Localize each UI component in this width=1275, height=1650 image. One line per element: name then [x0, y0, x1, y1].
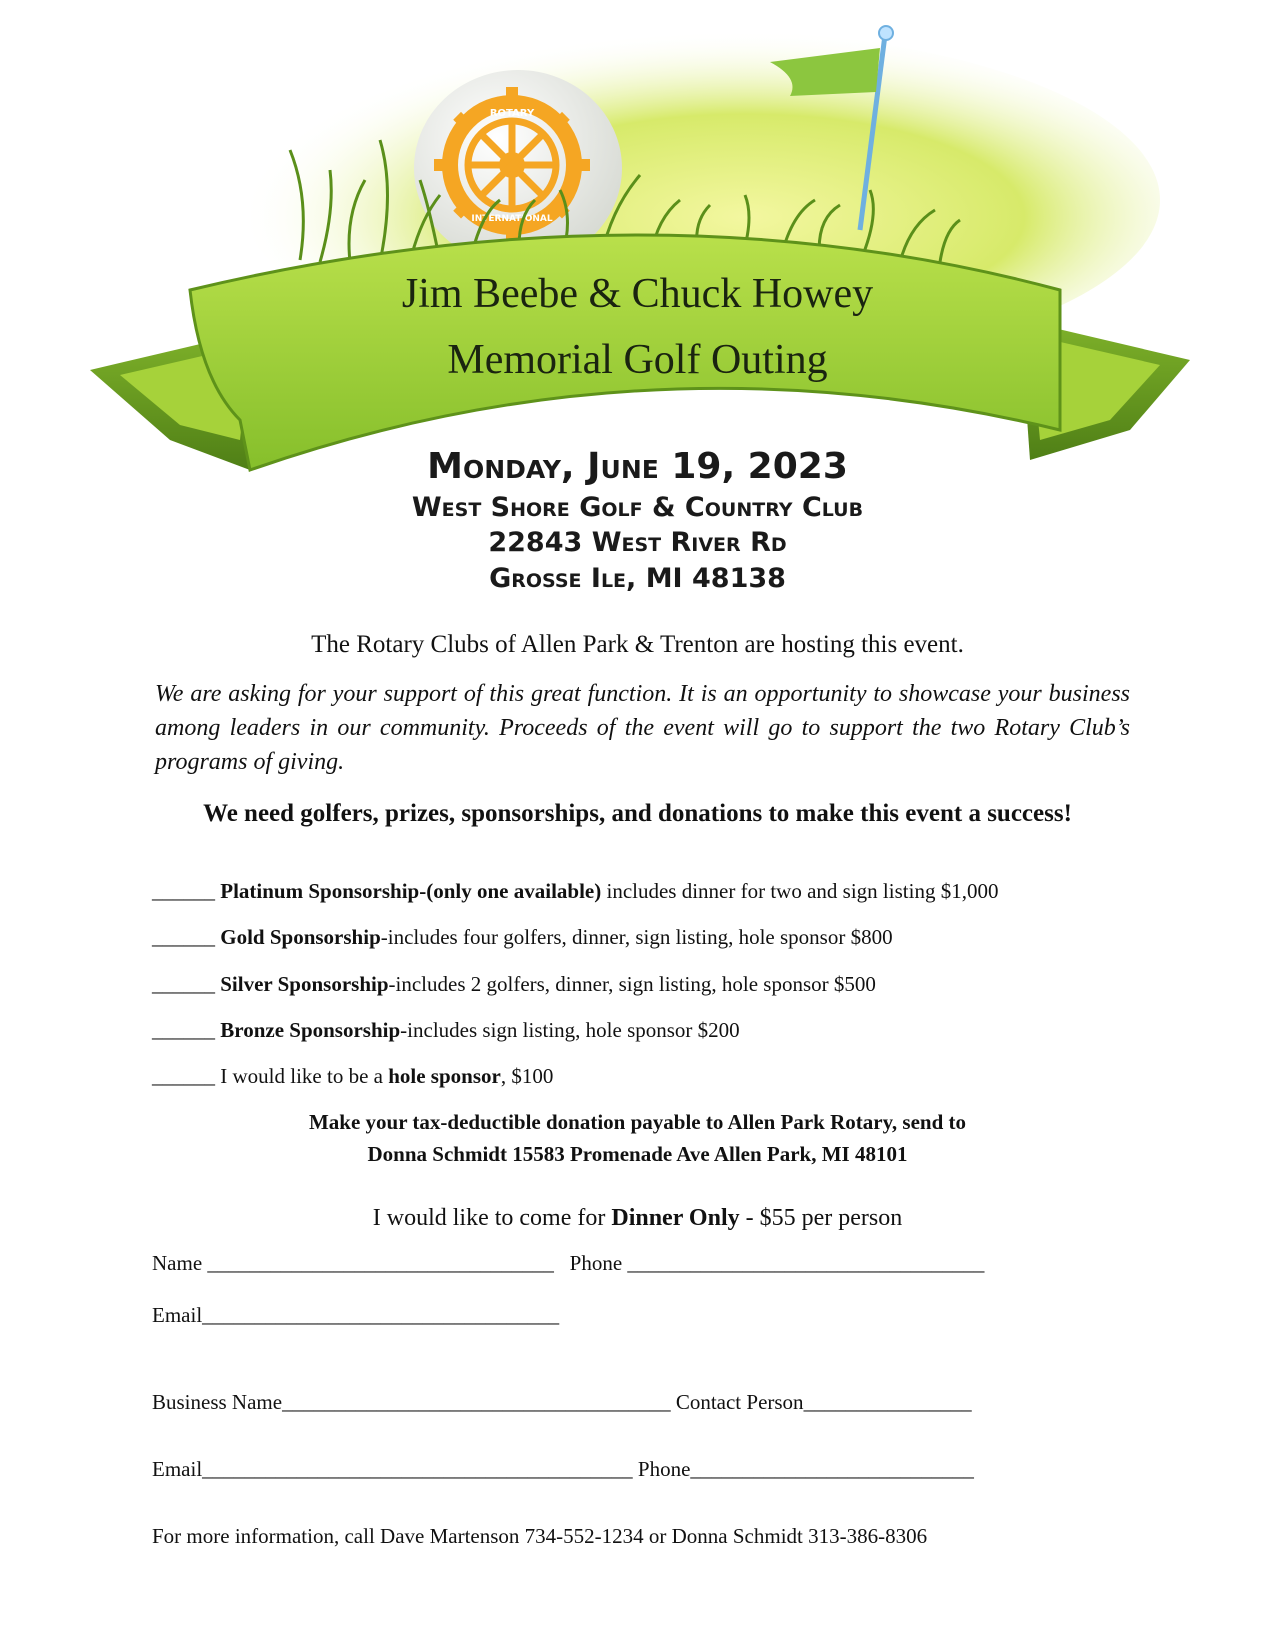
business-name-label: Business Name — [152, 1390, 283, 1414]
sponsorship-desc: -includes sign listing, hole sponsor $200 — [400, 1018, 740, 1042]
hole-sponsor-pre: I would like to be a — [215, 1064, 389, 1088]
sponsorship-name: Silver Sponsorship — [220, 972, 389, 996]
host-line: The Rotary Clubs of Allen Park & Trenton are hosting this event. — [311, 631, 964, 658]
email-field[interactable]: __________________________________ — [202, 1303, 560, 1327]
dinner-pre: I would like to come for — [372, 1205, 612, 1231]
checkbox-blank[interactable]: ______ — [152, 1064, 215, 1088]
dinner-email-row — [152, 1303, 559, 1328]
name-label: Name — [152, 1251, 203, 1275]
checkbox-blank[interactable]: ______ — [152, 879, 215, 903]
business-contact-row — [152, 1390, 972, 1415]
email-label: Email — [152, 1303, 203, 1327]
dinner-post: - $55 per person — [739, 1205, 903, 1231]
dinner-bold: Dinner Only — [611, 1205, 740, 1231]
need-line: We need golfers, prizes, sponsorships, and donations to make this event a success! — [203, 800, 1072, 827]
business-email-phone-row — [152, 1457, 974, 1482]
sponsorship-desc: -includes 2 golfers, dinner, sign listing, hole sponsor $500 — [388, 972, 876, 996]
business-phone-field[interactable]: ___________________________ — [690, 1457, 974, 1481]
checkbox-blank[interactable]: ______ — [152, 972, 215, 996]
name-field[interactable]: _________________________________ — [202, 1251, 554, 1275]
event-title-line2: Memorial Golf Outing — [447, 337, 828, 383]
business-email-field[interactable]: _________________________________________ — [202, 1457, 633, 1481]
footer-contact-info: For more information, call Dave Martenson 734-552-1234 or Donna Schmidt 313-386-8306 — [152, 1524, 928, 1548]
event-address: 22843 West River Rd — [488, 527, 787, 558]
sponsorship-bronze[interactable] — [152, 1018, 740, 1043]
rotary-top-text: ROTARY — [489, 108, 535, 119]
event-venue: West Shore Golf & Country Club — [411, 492, 864, 523]
sponsorship-platinum[interactable] — [152, 879, 998, 904]
phone-label: Phone — [569, 1251, 623, 1275]
phone-field[interactable]: __________________________________ — [622, 1251, 985, 1275]
business-phone-label: Phone — [637, 1457, 691, 1481]
checkbox-blank[interactable]: ______ — [152, 1018, 215, 1042]
dinner-line — [0, 1205, 1275, 1232]
business-name-field[interactable]: _____________________________________ — [282, 1390, 671, 1414]
dinner-name-phone-row — [152, 1251, 984, 1276]
event-city: Grosse Ile, MI 48138 — [489, 563, 786, 594]
hole-sponsor-bold: hole sponsor — [388, 1064, 501, 1088]
intro-paragraph: We are asking for your support of this great function. It is an opportunity to showcase your business among leaders in our community. Proceeds of the event will go to support the two Rotary Club’s programs of giving. — [155, 681, 1130, 775]
sponsorship-name: Platinum Sponsorship-(only one available) — [220, 879, 602, 903]
sponsorship-desc: -includes four golfers, dinner, sign listing, hole sponsor $800 — [380, 925, 893, 949]
sponsorship-gold[interactable] — [152, 925, 893, 950]
rotary-bottom-text: INTERNATIONAL — [471, 214, 553, 224]
sponsorship-desc: includes dinner for two and sign listing $1,000 — [601, 879, 999, 903]
sponsorship-silver[interactable] — [152, 972, 876, 997]
event-title-line1: Jim Beebe & Chuck Howey — [401, 271, 874, 317]
contact-person-field[interactable]: ________________ — [803, 1390, 972, 1414]
event-date: Monday, June 19, 2023 — [427, 446, 848, 487]
hole-sponsor-post: , $100 — [500, 1064, 554, 1088]
donation-line2: Donna Schmidt 15583 Promenade Ave Allen Park, MI 48101 — [367, 1142, 908, 1166]
checkbox-blank[interactable]: ______ — [152, 925, 215, 949]
donation-line1: Make your tax-deductible donation payable to Allen Park Rotary, send to — [308, 1110, 967, 1134]
sponsorship-name: Gold Sponsorship — [220, 925, 381, 949]
contact-person-label: Contact Person — [675, 1390, 804, 1414]
sponsorship-name: Bronze Sponsorship — [220, 1018, 401, 1042]
sponsorship-hole[interactable] — [152, 1064, 553, 1089]
business-email-label: Email — [152, 1457, 203, 1481]
